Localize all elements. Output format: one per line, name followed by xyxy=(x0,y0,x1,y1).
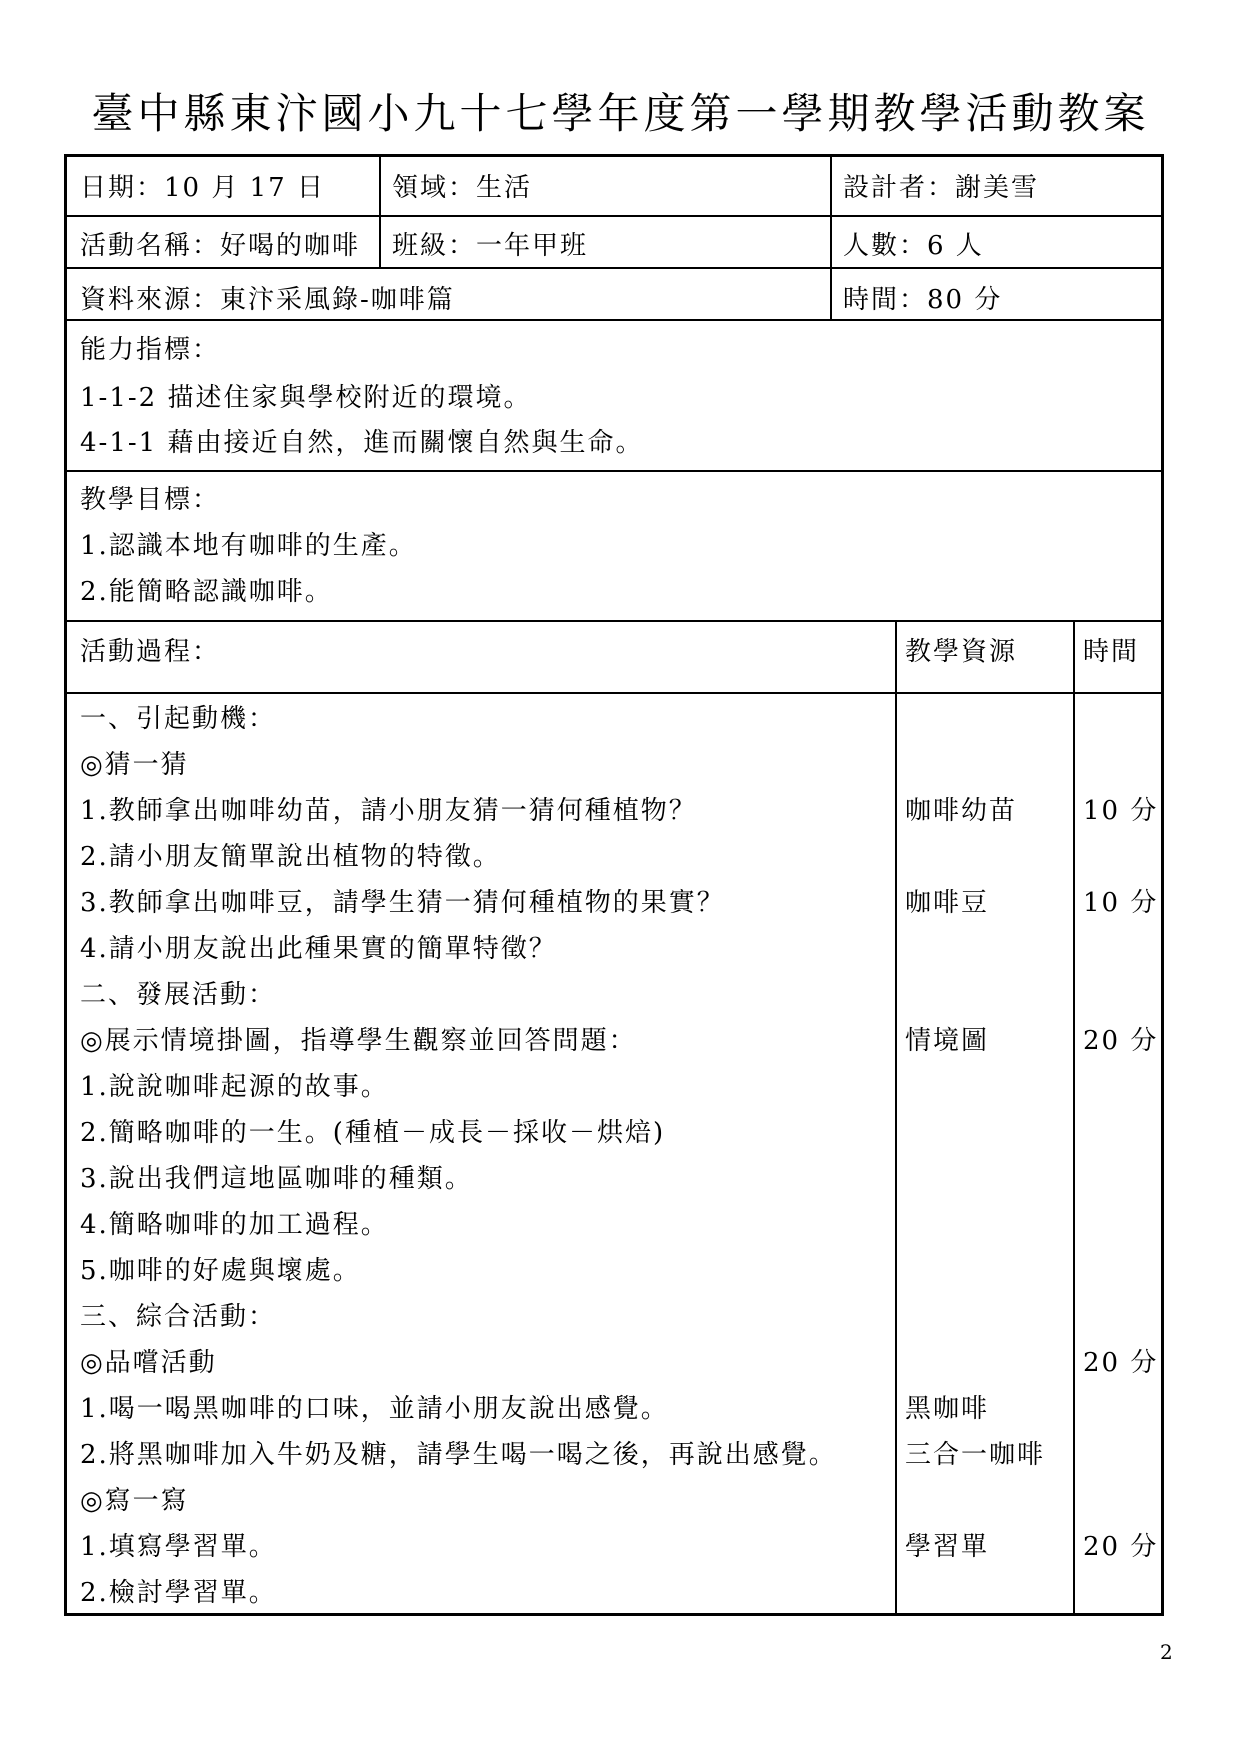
time-header: 時間 xyxy=(1083,637,1140,667)
row-divider xyxy=(67,692,1161,694)
activity-resource: 情境圖 xyxy=(905,1026,990,1056)
ability-indicator-item: 4-1-1 藉由接近自然，進而關懷自然與生命。 xyxy=(80,428,644,458)
activity-step: 1.喝一喝黑咖啡的口味，並請小朋友說出感覺。 xyxy=(80,1394,669,1424)
activity-step: 3.教師拿出咖啡豆，請學生猜一猜何種植物的果實？ xyxy=(80,888,725,918)
page-number: 2 xyxy=(1160,1640,1173,1664)
activity-step: ◎寫一寫 xyxy=(80,1486,189,1516)
column-divider xyxy=(830,157,832,319)
column-divider xyxy=(379,157,381,267)
activity-step: 1.填寫學習單。 xyxy=(80,1532,277,1562)
headcount-cell: 人數：6 人 xyxy=(843,231,984,261)
row-divider xyxy=(67,267,1161,269)
ability-indicators-label: 能力指標： xyxy=(80,335,221,365)
process-header: 活動過程： xyxy=(80,637,221,667)
activity-name-cell: 活動名稱：好喝的咖啡 xyxy=(80,231,361,261)
activity-time: 10 分 xyxy=(1083,888,1159,918)
activity-step: ◎品嚐活動 xyxy=(80,1348,217,1378)
row-divider xyxy=(67,470,1161,472)
class-cell: 班級：一年甲班 xyxy=(392,231,589,261)
activity-time: 10 分 xyxy=(1083,796,1159,826)
row-divider xyxy=(67,215,1161,217)
domain-cell: 領域：生活 xyxy=(392,173,533,203)
teaching-goal-item: 2.能簡略認識咖啡。 xyxy=(80,577,333,607)
activity-resource: 三合一咖啡 xyxy=(905,1440,1046,1470)
row-divider xyxy=(67,319,1161,321)
activity-step: 4.簡略咖啡的加工過程。 xyxy=(80,1210,389,1240)
activity-step: 2.請小朋友簡單說出植物的特徵。 xyxy=(80,842,501,872)
activity-resource: 咖啡幼苗 xyxy=(905,796,1018,826)
activity-step: 3.說出我們這地區咖啡的種類。 xyxy=(80,1164,473,1194)
activity-time: 20 分 xyxy=(1083,1348,1159,1378)
activity-time: 20 分 xyxy=(1083,1532,1159,1562)
designer-cell: 設計者：謝美雪 xyxy=(843,173,1040,203)
ability-indicator-item: 1-1-2 描述住家與學校附近的環境。 xyxy=(80,383,532,413)
column-divider xyxy=(1073,620,1075,1616)
teaching-goals-label: 教學目標： xyxy=(80,485,221,515)
document-title: 臺中縣東汴國小九十七學年度第一學期教學活動教案 xyxy=(91,89,1150,138)
activity-step: 1.教師拿出咖啡幼苗，請小朋友猜一猜何種植物？ xyxy=(80,796,697,826)
activity-step: 5.咖啡的好處與壞處。 xyxy=(80,1256,361,1286)
activity-step: 二、發展活動： xyxy=(80,980,277,1010)
activity-step: 2.檢討學習單。 xyxy=(80,1578,277,1608)
activity-step: 三、綜合活動： xyxy=(80,1302,277,1332)
activity-resource: 咖啡豆 xyxy=(905,888,990,918)
activity-resource: 黑咖啡 xyxy=(905,1394,990,1424)
activity-step: 2.將黑咖啡加入牛奶及糖，請學生喝一喝之後，再說出感覺。 xyxy=(80,1440,837,1470)
activity-resource: 學習單 xyxy=(905,1532,990,1562)
duration-cell: 時間：80 分 xyxy=(843,285,1003,315)
activity-step: ◎展示情境掛圖，指導學生觀察並回答問題： xyxy=(80,1026,637,1056)
resources-header: 教學資源 xyxy=(905,637,1018,667)
date-cell: 日期：10 月 17 日 xyxy=(80,173,325,203)
activity-step: 1.說說咖啡起源的故事。 xyxy=(80,1072,389,1102)
column-divider xyxy=(895,620,897,1616)
row-divider xyxy=(67,620,1161,622)
activity-step: 2.簡略咖啡的一生。(種植－成長－採收－烘焙) xyxy=(80,1118,666,1148)
activity-step: 4.請小朋友說出此種果實的簡單特徵？ xyxy=(80,934,557,964)
activity-step: 一、引起動機： xyxy=(80,704,277,734)
activity-step: ◎猜一猜 xyxy=(80,750,189,780)
source-cell: 資料來源：東汴采風錄-咖啡篇 xyxy=(80,285,455,315)
activity-time: 20 分 xyxy=(1083,1026,1159,1056)
teaching-goal-item: 1.認識本地有咖啡的生產。 xyxy=(80,531,417,561)
